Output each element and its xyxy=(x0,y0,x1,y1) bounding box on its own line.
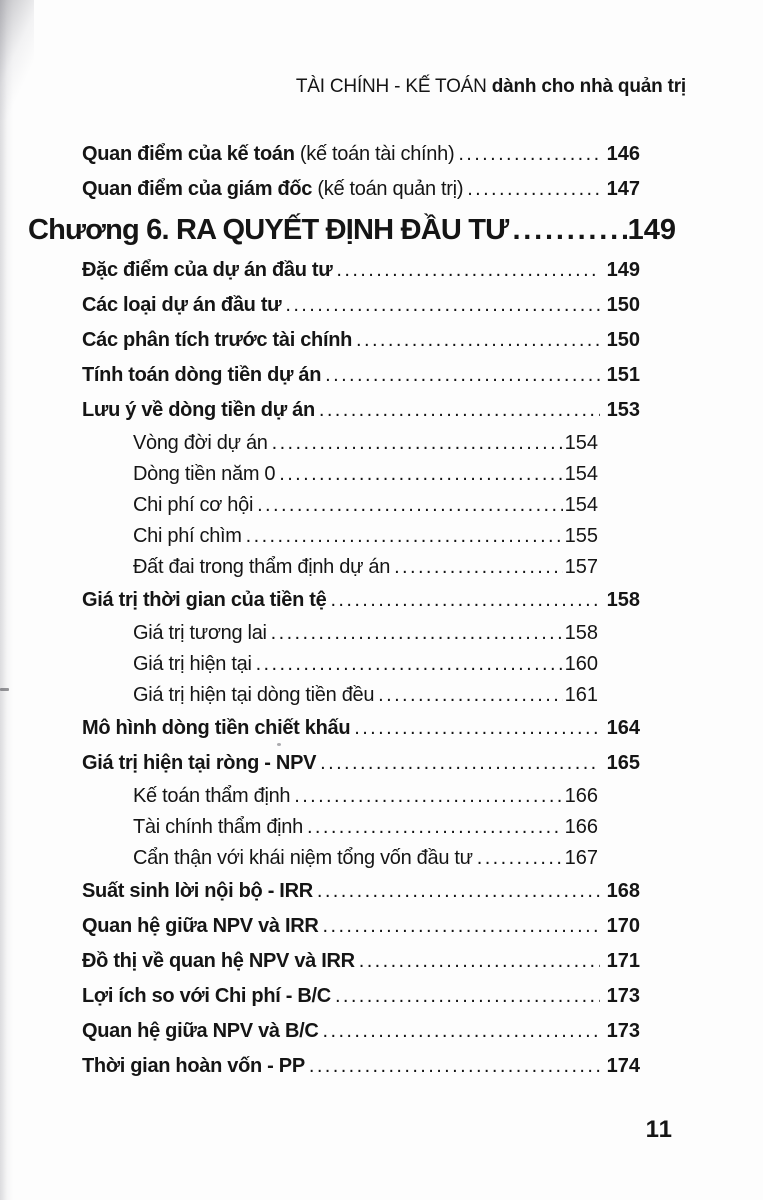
toc-entry-label: Quan điểm của giám đốc (kế toán quản trị) xyxy=(82,178,464,200)
toc-entry-row xyxy=(82,874,640,909)
dot-leader xyxy=(378,680,562,711)
toc-entry-row xyxy=(82,583,640,618)
toc-entry-row xyxy=(82,746,640,781)
dot-leader xyxy=(294,781,562,812)
dot-leader xyxy=(323,909,600,944)
toc-entry-page: 168 xyxy=(606,880,640,902)
running-header-subtitle: dành cho nhà quản trị xyxy=(491,76,686,97)
dot-leader xyxy=(272,428,563,459)
toc-entry-page: 157 xyxy=(564,556,598,578)
toc-entry-page: 150 xyxy=(606,329,640,351)
toc-entry-page: 153 xyxy=(606,399,640,421)
toc-entry-row xyxy=(82,944,640,979)
dot-leader xyxy=(330,583,599,618)
toc-entry-label: Kế toán thẩm định xyxy=(133,785,291,807)
toc-entry-label: Giá trị thời gian của tiền tệ xyxy=(82,589,327,611)
toc-entry-suffix: (kế toán quản trị) xyxy=(312,178,464,200)
toc-entry-label: Giá trị hiện tại dòng tiền đều xyxy=(133,684,375,706)
dot-leader xyxy=(512,207,626,253)
dot-leader xyxy=(458,137,599,172)
toc-entry-row xyxy=(133,618,598,649)
dot-leader xyxy=(394,552,563,583)
toc-entry-label: Mô hình dòng tiền chiết khấu xyxy=(82,717,351,739)
toc-entry-page: 171 xyxy=(606,950,640,972)
toc-entry-page: 173 xyxy=(606,985,640,1007)
toc-entry-page: 149 xyxy=(606,259,640,281)
toc-entry-row xyxy=(82,979,640,1014)
dot-leader xyxy=(285,288,599,323)
dot-leader xyxy=(256,649,563,680)
toc-entry-page: 147 xyxy=(606,178,640,200)
dot-leader xyxy=(279,459,562,490)
toc-entry-label: Đặc điểm của dự án đầu tư xyxy=(82,259,333,281)
toc-entry-page: 146 xyxy=(606,143,640,165)
toc-entry-row xyxy=(82,711,640,746)
running-header xyxy=(296,76,686,98)
page-number: 11 xyxy=(645,1116,673,1143)
toc-list xyxy=(0,137,763,1084)
toc-entry-row xyxy=(82,1049,640,1084)
dot-leader xyxy=(323,1014,600,1049)
toc-entry-page: 166 xyxy=(564,785,598,807)
toc-entry-page: 166 xyxy=(564,816,598,838)
toc-entry-label: Suất sinh lời nội bộ - IRR xyxy=(82,880,313,902)
toc-entry-page: 154 xyxy=(564,494,598,516)
toc-entry-row xyxy=(133,843,598,874)
toc-entry-row xyxy=(133,459,598,490)
toc-entry-label: Tài chính thẩm định xyxy=(133,816,303,838)
dot-leader xyxy=(246,521,563,552)
toc-entry-row xyxy=(133,490,598,521)
toc-entry-row xyxy=(133,680,598,711)
toc-entry-row xyxy=(82,253,640,288)
toc-entry-label: Quan hệ giữa NPV và B/C xyxy=(82,1020,319,1042)
running-header-title: TÀI CHÍNH - KẾ TOÁN xyxy=(295,76,492,97)
dot-leader xyxy=(257,490,563,521)
dot-leader xyxy=(271,618,563,649)
dot-leader xyxy=(319,393,600,428)
toc-entry-page: 151 xyxy=(606,364,640,386)
toc-entry-label: Chi phí cơ hội xyxy=(133,494,254,516)
toc-entry-page: 174 xyxy=(606,1055,640,1077)
toc-entry-row xyxy=(82,1014,640,1049)
toc-entry-page: 155 xyxy=(564,525,598,547)
toc-entry-label: Giá trị hiện tại xyxy=(133,653,252,675)
toc-entry-label: Vòng đời dự án xyxy=(133,432,268,454)
chapter-heading-row xyxy=(28,207,676,253)
toc-entry-page: 150 xyxy=(606,294,640,316)
toc-entry-suffix: (kế toán tài chính) xyxy=(294,143,455,165)
toc-entry-row xyxy=(133,812,598,843)
dot-leader xyxy=(317,874,600,909)
toc-entry-row xyxy=(82,909,640,944)
toc-entry-page: 173 xyxy=(606,1020,640,1042)
toc-entry-label: Các phân tích trước tài chính xyxy=(82,329,353,351)
dot-leader xyxy=(354,711,599,746)
toc-entry-page: 154 xyxy=(564,432,598,454)
chapter-heading-label: Chương 6. RA QUYẾT ĐỊNH ĐẦU TƯ xyxy=(28,214,509,246)
toc-entry-page: 160 xyxy=(564,653,598,675)
toc-entry-row xyxy=(133,552,598,583)
toc-entry-label: Cẩn thận với khái niệm tổng vốn đầu tư xyxy=(133,847,473,869)
toc-entry-row xyxy=(82,137,640,172)
toc-entry-label: Chi phí chìm xyxy=(133,525,242,547)
toc-entry-page: 158 xyxy=(564,622,598,644)
dot-leader xyxy=(320,746,599,781)
toc-entry-row xyxy=(133,428,598,459)
toc-entry-row xyxy=(82,172,640,207)
dot-leader xyxy=(335,979,600,1014)
toc-entry-row xyxy=(82,323,640,358)
toc-entry-label: Đất đai trong thẩm định dự án xyxy=(133,556,391,578)
toc-entry-row xyxy=(133,521,598,552)
toc-entry-row xyxy=(82,358,640,393)
toc-entry-label: Lợi ích so với Chi phí - B/C xyxy=(82,985,331,1007)
dot-leader xyxy=(309,1049,600,1084)
dot-leader xyxy=(307,812,563,843)
toc-entry-label: Tính toán dòng tiền dự án xyxy=(82,364,322,386)
toc-entry-row xyxy=(133,781,598,812)
toc-entry-page: 165 xyxy=(606,752,640,774)
toc-entry-page: 167 xyxy=(564,847,598,869)
dot-leader xyxy=(359,944,600,979)
toc-entry-label: Giá trị tương lai xyxy=(133,622,267,644)
chapter-heading-page: 149 xyxy=(627,214,676,246)
dot-leader xyxy=(467,172,599,207)
dot-leader xyxy=(325,358,599,393)
toc-entry-page: 161 xyxy=(564,684,598,706)
dot-leader xyxy=(336,253,599,288)
toc-entry-page: 164 xyxy=(606,717,640,739)
toc-entry-label: Các loại dự án đầu tư xyxy=(82,294,282,316)
toc-entry-label: Dòng tiền năm 0 xyxy=(133,463,276,485)
dot-leader xyxy=(477,843,563,874)
toc-entry-page: 170 xyxy=(606,915,640,937)
toc-entry-row xyxy=(82,288,640,323)
toc-entry-label: Quan hệ giữa NPV và IRR xyxy=(82,915,319,937)
toc-entry-row xyxy=(133,649,598,680)
dot-leader xyxy=(356,323,600,358)
toc-entry-label: Lưu ý về dòng tiền dự án xyxy=(82,399,315,421)
toc-entry-label: Thời gian hoàn vốn - PP xyxy=(82,1055,305,1077)
toc-entry-row xyxy=(82,393,640,428)
toc-entry-label: Quan điểm của kế toán (kế toán tài chính) xyxy=(82,143,455,165)
toc-entry-label: Giá trị hiện tại ròng - NPV xyxy=(82,752,317,774)
scan-corner-smudge xyxy=(0,0,34,120)
toc-entry-label: Đồ thị về quan hệ NPV và IRR xyxy=(82,950,355,972)
toc-entry-page: 158 xyxy=(606,589,640,611)
toc-entry-page: 154 xyxy=(564,463,598,485)
